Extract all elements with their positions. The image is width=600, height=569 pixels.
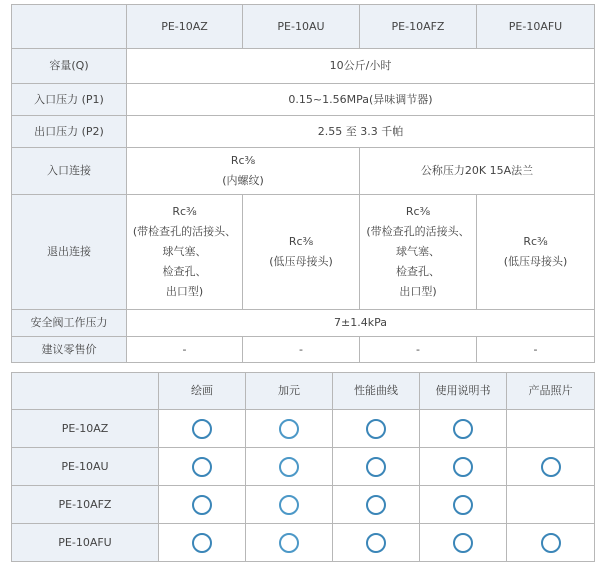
inlet-pressure-value: 0.15~1.56MPa(异味调节器): [127, 84, 595, 116]
curve-link-icon[interactable]: [366, 533, 386, 553]
price-value: -: [243, 337, 360, 363]
docs-row-model: PE-10AU: [12, 448, 159, 486]
model-header: PE-10AU: [243, 5, 360, 49]
cad-link-icon[interactable]: [279, 419, 299, 439]
capacity-label: 容量(Q): [12, 49, 127, 84]
curve-cell: [333, 524, 420, 562]
photo-link-icon[interactable]: [541, 457, 561, 477]
outlet-az-line: 检查孔、: [162, 265, 207, 278]
cad-cell: [246, 410, 333, 448]
manual-link-icon[interactable]: [453, 533, 473, 553]
outlet-connection-label: 退出连接: [12, 195, 127, 310]
manual-cell: [420, 524, 507, 562]
relief-pressure-label: 安全阀工作压力: [12, 310, 127, 337]
inlet-pressure-label: 入口压力 (P1): [12, 84, 127, 116]
outlet-au-line: Rc⅜: [288, 235, 314, 248]
inlet-connection-label: 入口连接: [12, 148, 127, 195]
model-header: PE-10AFZ: [360, 5, 477, 49]
outlet-afu-line: Rc⅜: [523, 235, 548, 248]
cad-cell: [246, 524, 333, 562]
outlet-connection-au: [243, 195, 360, 310]
docs-row-model: PE-10AZ: [12, 410, 159, 448]
outlet-afz-line: Rc⅜: [405, 205, 431, 218]
cad-link-icon[interactable]: [279, 533, 299, 553]
curve-cell: [333, 448, 420, 486]
curve-link-icon[interactable]: [366, 495, 386, 515]
drawing-cell: [159, 448, 246, 486]
photo-link-icon[interactable]: [541, 533, 561, 553]
cad-cell: [246, 486, 333, 524]
manual-cell: [420, 486, 507, 524]
spec-table: [11, 4, 595, 363]
manual-link-icon[interactable]: [453, 457, 473, 477]
docs-header-empty: [12, 373, 159, 410]
relief-pressure-value: 7±1.4kPa: [127, 310, 595, 337]
manual-link-icon[interactable]: [453, 495, 473, 515]
inlet-thread-line2: (内螺纹): [222, 174, 264, 187]
manual-cell: [420, 448, 507, 486]
outlet-au-line: (低压母接头): [269, 255, 333, 268]
docs-row-model: PE-10AFU: [12, 524, 159, 562]
outlet-pressure-value: 2.55 至 3.3 千帕: [127, 116, 595, 148]
outlet-az-line: 出口型): [165, 285, 204, 298]
spec-header-empty: [12, 5, 127, 49]
drawing-link-icon[interactable]: [192, 457, 212, 477]
inlet-thread-line1: Rc⅜: [230, 154, 256, 167]
drawing-cell: [159, 524, 246, 562]
docs-header-cad: 加元: [246, 373, 333, 410]
model-header: PE-10AFU: [477, 5, 595, 49]
photo-cell: [507, 486, 595, 524]
photo-cell: [507, 524, 595, 562]
price-value: -: [477, 337, 595, 363]
docs-header-manual: 使用说明书: [420, 373, 507, 410]
drawing-cell: [159, 486, 246, 524]
inlet-connection-thread: [127, 148, 360, 195]
outlet-connection-az: [127, 195, 243, 310]
drawing-link-icon[interactable]: [192, 495, 212, 515]
manual-link-icon[interactable]: [453, 419, 473, 439]
price-value: -: [360, 337, 477, 363]
capacity-value: 10公斤/小时: [127, 49, 595, 84]
outlet-connection-afu: [477, 195, 595, 310]
curve-cell: [333, 486, 420, 524]
photo-cell: [507, 410, 595, 448]
model-header: PE-10AZ: [127, 5, 243, 49]
docs-header-drawing: 绘画: [159, 373, 246, 410]
curve-link-icon[interactable]: [366, 419, 386, 439]
cad-link-icon[interactable]: [279, 457, 299, 477]
price-value: -: [127, 337, 243, 363]
cad-link-icon[interactable]: [279, 495, 299, 515]
outlet-afz-line: 出口型): [399, 285, 437, 298]
price-label: 建议零售价: [12, 337, 127, 363]
outlet-connection-afz: [360, 195, 477, 310]
curve-cell: [333, 410, 420, 448]
documents-table: [11, 372, 595, 562]
drawing-link-icon[interactable]: [192, 533, 212, 553]
outlet-afu-line: (低压母接头): [503, 255, 568, 268]
outlet-pressure-label: 出口压力 (P2): [12, 116, 127, 148]
photo-cell: [507, 448, 595, 486]
curve-link-icon[interactable]: [366, 457, 386, 477]
cad-cell: [246, 448, 333, 486]
outlet-afz-line: 球气塞、: [396, 245, 440, 258]
outlet-az-line: (带检查孔的活接头、: [132, 225, 237, 238]
docs-header-performance-curve: 性能曲线: [333, 373, 420, 410]
docs-row-model: PE-10AFZ: [12, 486, 159, 524]
outlet-az-line: Rc⅜: [172, 205, 197, 218]
outlet-az-line: 球气塞、: [162, 245, 207, 258]
outlet-afz-line: 检查孔、: [396, 265, 440, 278]
inlet-connection-flange: 公称压力20K 15A法兰: [360, 148, 595, 195]
outlet-afz-line: (带检查孔的活接头、: [366, 225, 470, 238]
drawing-cell: [159, 410, 246, 448]
docs-header-photo: 产品照片: [507, 373, 595, 410]
drawing-link-icon[interactable]: [192, 419, 212, 439]
manual-cell: [420, 410, 507, 448]
